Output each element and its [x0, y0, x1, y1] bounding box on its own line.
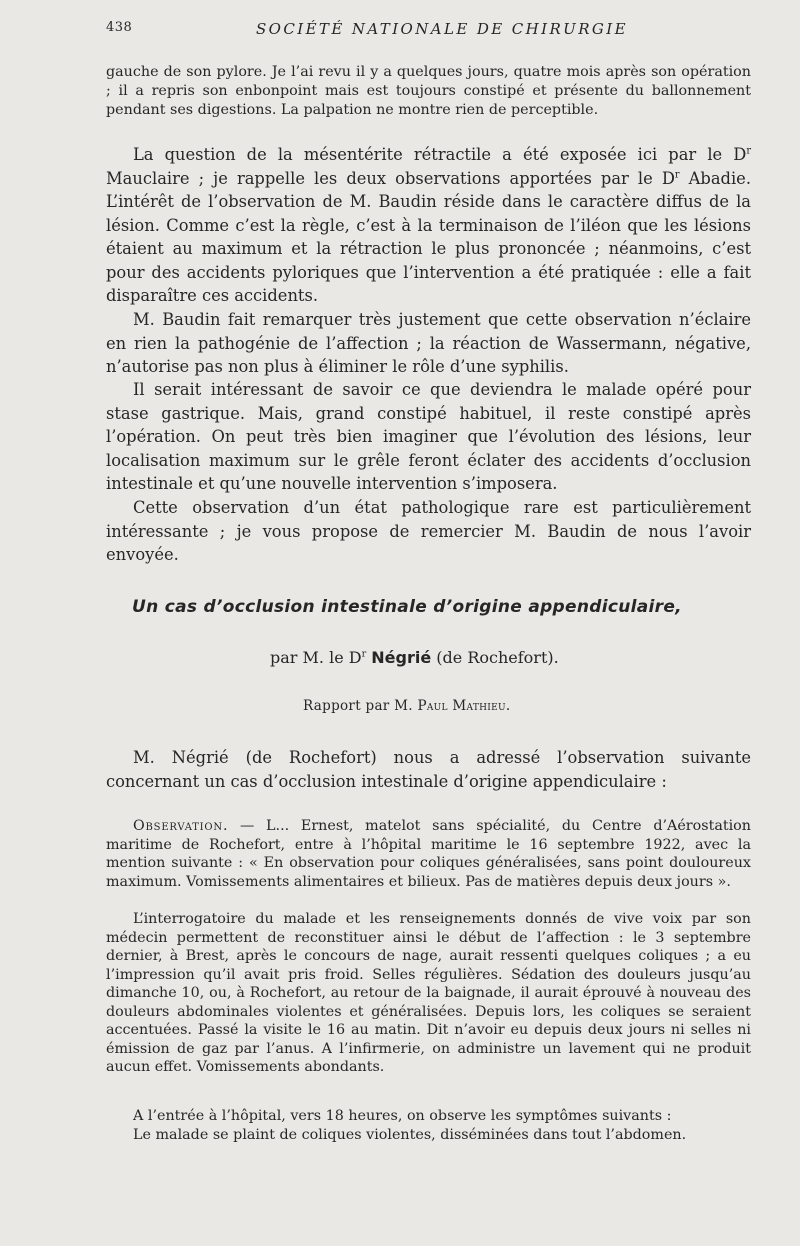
report-prefix: Rapport par M.	[303, 698, 413, 714]
paragraph-interessant: Il serait intéressant de savoir ce que deviendra le malade opéré pour stase gastrique. Mais, grand constipé habituel, il reste constipé après l’opération. On peut très bien imaginer que l’évolution des lésions, leur localisation maximum sur le grêle feront éclater des accidents d’occlusion intestinale et qu’une nouvelle intervention s’imposera.	[106, 380, 751, 493]
text-run: Mauclaire ; je rappelle les deux observations apportées par le D	[106, 168, 675, 188]
paragraph-conclusion: Cette observation d’un état pathologique rare est particulièrement intéressante ; je vous propose de remercier M. Baudin de nous l’avoir envoyée.	[106, 498, 751, 564]
article-title: Un cas d’occlusion intestinale d’origine appendiculaire,	[132, 597, 682, 617]
article-byline	[270, 648, 559, 667]
paragraph-question	[106, 143, 751, 308]
report-byline	[303, 698, 510, 714]
byline-prefix: par M. le D	[270, 648, 362, 667]
running-title: SOCIÉTÉ NATIONALE DE CHIRURGIE	[256, 20, 628, 38]
paragraph-negrie: M. Négrié (de Rochefort) nous a adressé l’observation suivante concernant un cas d’occlusion intestinale d’origine appendiculaire :	[106, 748, 751, 791]
observation-text: — L... Ernest, matelot sans spécialité, du Centre d’Aérostation maritime de Rochefort, entre à l’hôpital maritime le 16 septembre 1922, avec la mention suivante : « En observation pour coliques généralisées, sans point douloureux maximum. Vomissements alimentaires et bilieux. Pas de matières depuis deux jours ».	[106, 818, 751, 890]
superscript: r	[361, 648, 367, 660]
paragraph-intro: gauche de son pylore. Je l’ai revu il y a quelques jours, quatre mois après son opération ; il a repris son enbonpoint mais est toujours constipé et présente du ballonnement pendant ses digestions. La palpation ne montre rien de perceptible.	[106, 64, 751, 118]
text-run: La question de la mésentérite rétractile a été exposée ici par le D	[133, 145, 747, 164]
byline-author: Négrié	[371, 648, 432, 667]
text-run: Abadie. L’intérêt de l’observation de M. Baudin réside dans le caractère diffus de la lésion. Comme c’est la règle, c’est à la terminaison de l’iléon que les lésions étaient au maximum et la rétraction le plus prononcée ; néanmoins, c’est pour des accidents pyloriques que l’intervention a été pratiquée : elle a fait disparaître ces accidents.	[106, 168, 751, 305]
report-author: Paul Mathieu.	[417, 698, 511, 714]
paragraph-entree: A l’entrée à l’hôpital, vers 18 heures, on observe les symptômes suivants :	[133, 1108, 672, 1124]
paragraph-observation	[106, 817, 751, 891]
page-number: 438	[106, 20, 133, 35]
paragraph-interrogatoire: L’interrogatoire du malade et les renseignements donnés de vive voix par son médecin permettent de reconstituer ainsi le début de l’affection : le 3 septembre dernier, à Brest, après le concours de nage, aurait ressenti quelques coliques ; a eu l’impression qu’il avait pris froid. Selles régulières. Sédation des douleurs jusqu’au dimanche 10, ou, à Rochefort, au retour de la baignade, il aurait éprouvé à nouveau des douleurs abdominales violentes et généralisées. Depuis lors, les coliques se seraient accentuées. Passé la visite le 16 au matin. Dit n’avoir eu depuis deux jours ni selles ni émission de gaz par l’anus. A l’infirmerie, on administre un lavement qui ne produit aucun effet. Vomissements abondants.	[106, 911, 751, 1075]
paragraph-malade: Le malade se plaint de coliques violentes, disséminées dans tout l’abdomen.	[133, 1127, 687, 1143]
observation-label: Observation.	[133, 818, 229, 834]
byline-suffix: (de Rochefort).	[436, 648, 559, 667]
superscript: r	[674, 169, 680, 181]
paragraph-baudin: M. Baudin fait remarquer très justement que cette observation n’éclaire en rien la pathogénie de l’affection ; la réaction de Wassermann, négative, n’autorise pas non plus à éliminer le rôle d’une syphilis.	[106, 310, 751, 376]
page-header	[106, 20, 751, 42]
superscript: r	[746, 145, 751, 157]
